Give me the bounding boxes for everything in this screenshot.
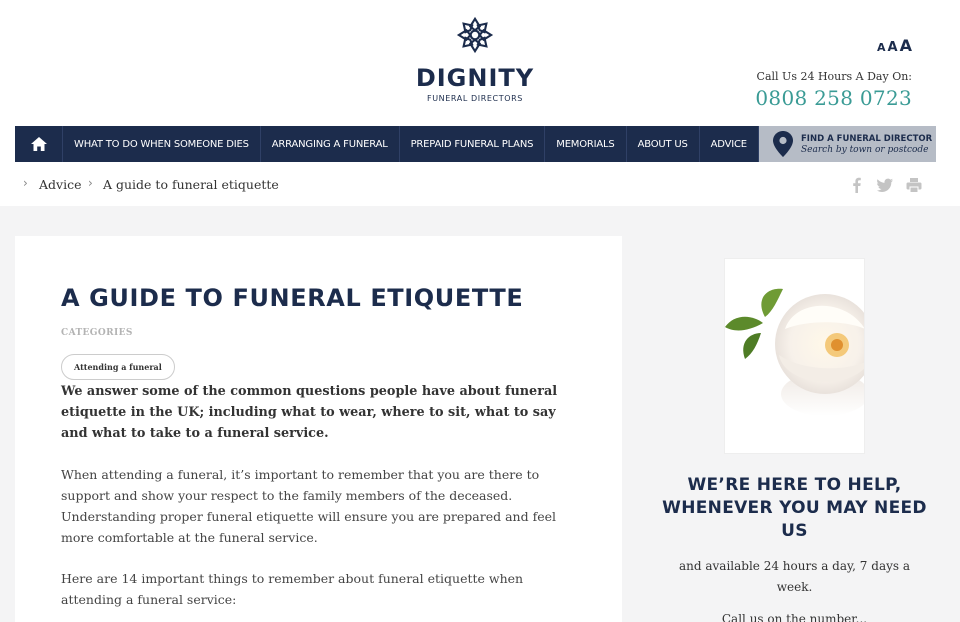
text-size-medium[interactable]: A: [887, 40, 898, 55]
find-subtitle: Search by town or postcode: [801, 144, 929, 155]
rose-illustration: [725, 259, 865, 454]
sidebar-text: and available 24 hours a day, 7 days a week.: [678, 559, 911, 594]
nav-item-what-to-do[interactable]: WHAT TO DO WHEN SOMEONE DIES: [63, 126, 261, 162]
article-card: [15, 236, 622, 622]
sidebar-more-text: Call us on the number...: [721, 612, 868, 622]
main-nav: [15, 126, 936, 162]
page-title: A GUIDE TO FUNERAL ETIQUETTE: [61, 284, 524, 312]
chevron-right-icon: ›: [23, 176, 28, 190]
dignity-logo[interactable]: [400, 16, 550, 103]
white-rose-image: [724, 258, 865, 454]
nav-item-memorials[interactable]: MEMORIALS: [545, 126, 626, 162]
help-sidebar: [653, 236, 936, 622]
text-size-small[interactable]: A: [877, 41, 886, 54]
find-title: FIND A FUNERAL DIRECTOR: [801, 133, 933, 144]
nav-item-advice[interactable]: ADVICE: [700, 126, 759, 162]
home-button[interactable]: [15, 126, 63, 162]
category-tag[interactable]: Attending a funeral: [61, 354, 175, 380]
breadcrumb-advice[interactable]: Advice: [39, 177, 82, 192]
text-size-large[interactable]: A: [899, 36, 912, 55]
phone-number-link[interactable]: 0808 258 0723: [755, 86, 912, 110]
logo-subtitle: FUNERAL DIRECTORS: [427, 94, 523, 103]
facebook-icon[interactable]: [849, 177, 865, 193]
categories-label: CATEGORIES: [61, 328, 133, 338]
call-label: Call Us 24 Hours A Day On:: [756, 70, 912, 83]
sidebar-title: WE’RE HERE TO HELP, WHENEVER YOU MAY NEED US: [662, 475, 927, 541]
home-icon: [31, 137, 47, 151]
article-paragraph: When attending a funeral, it’s important to remember that you are there to support and show your respect to the family members of the deceased. Understanding proper funeral etiquette will ensure you are prepared and feel more comfortable at the funeral service.: [61, 467, 556, 545]
flower-logo-icon: [456, 16, 494, 54]
find-funeral-director-button[interactable]: [759, 126, 936, 162]
article-paragraph: Here are 14 important things to remember about funeral etiquette when attending a funeral service:: [61, 571, 524, 607]
breadcrumb: [15, 162, 936, 206]
site-header: [0, 0, 960, 126]
article-intro: We answer some of the common questions people have about funeral etiquette in the UK; including what to wear, where to sit, what to say and what to take to a funeral service.: [61, 384, 558, 441]
nav-item-about-us[interactable]: ABOUT US: [627, 126, 700, 162]
nav-item-arranging[interactable]: ARRANGING A FUNERAL: [261, 126, 400, 162]
twitter-icon[interactable]: [877, 177, 893, 193]
chevron-right-icon: ›: [88, 176, 93, 190]
map-pin-icon: [771, 131, 795, 157]
logo-name: DIGNITY: [415, 64, 535, 92]
text-size-control: [875, 36, 912, 55]
print-icon[interactable]: [906, 177, 922, 193]
nav-item-prepaid-plans[interactable]: PREPAID FUNERAL PLANS: [400, 126, 546, 162]
breadcrumb-current: A guide to funeral etiquette: [103, 177, 279, 192]
